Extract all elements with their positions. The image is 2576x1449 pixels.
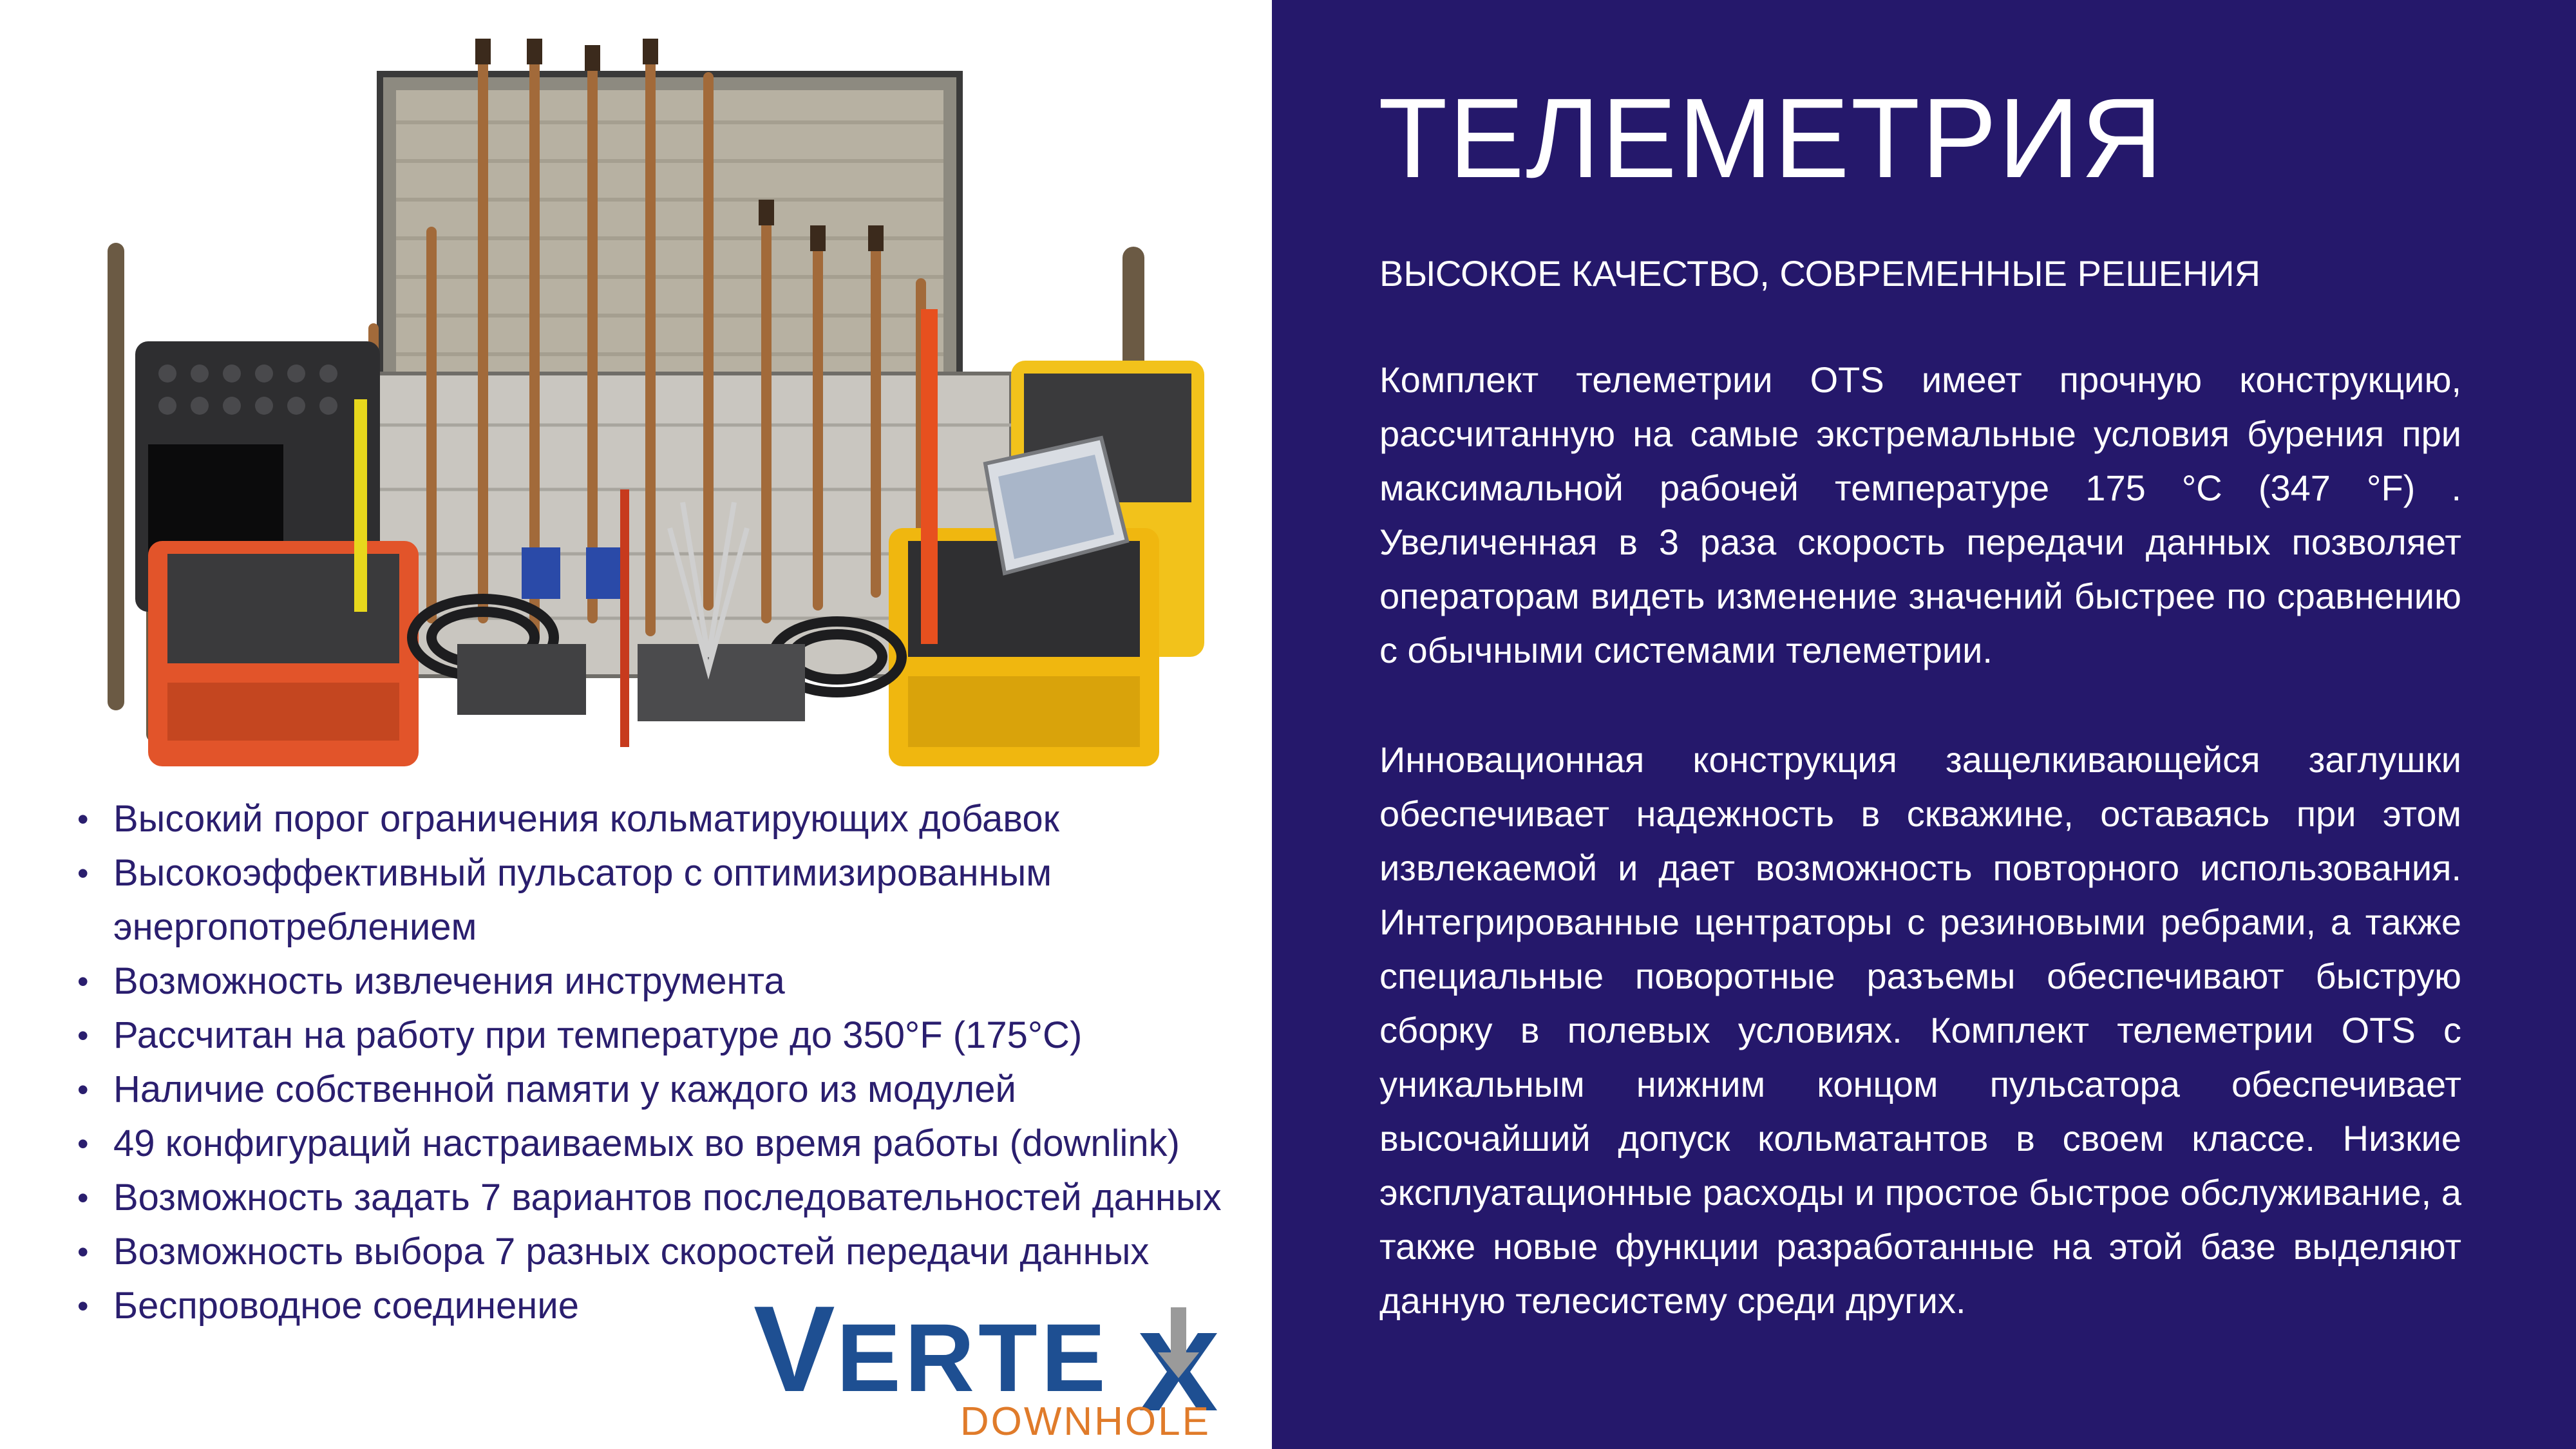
feature-item: • Наличие собственной памяти у каждого из модулей xyxy=(77,1063,1269,1117)
logo-subtitle: DOWNHOLE xyxy=(960,1399,1211,1444)
feature-item: • Рассчитан на работу при температуре до 350°F (175°C) xyxy=(77,1009,1269,1063)
page-subtitle: ВЫСОКОЕ КАЧЕСТВО, СОВРЕМЕННЫЕ РЕШЕНИЯ xyxy=(1379,253,2261,294)
feature-item: • Беспроводное соединение xyxy=(77,1279,1269,1333)
feature-item: • Высокий порог ограничения кольматирующих добавок xyxy=(77,792,1269,846)
feature-item: • 49 конфигураций настраиваемых во время работы (downlink) xyxy=(77,1117,1269,1171)
vertex-downhole-logo xyxy=(753,1281,1224,1444)
description-paragraph: Комплект телеметрии OTS имеет прочную конструкцию, рассчитанную на самые экстремальные условия бурения при максимальной рабочей температуре 175 °С (347 °F) . Увеличенная в 3 раза скорость передачи данных позволяет операторам видеть изменение значений быстрее по сравнению с обычными системами телеметрии. xyxy=(1379,359,2461,670)
feature-item: • Возможность задать 7 вариантов последовательностей данных xyxy=(77,1171,1269,1225)
feature-item: • Высокоэффективный пульсатор с оптимизированным энергопотреблением xyxy=(77,846,1269,954)
feature-item: • Возможность выбора 7 разных скоростей передачи данных xyxy=(77,1225,1269,1279)
telemetry-kit-photo xyxy=(71,39,1243,766)
description-paragraph: Инновационная конструкция защелкивающейся заглушки обеспечивает надежность в скважине, оставаясь при этом извлекаемой и дает возможность повторного использования. Интегрированные центраторы с резиновыми ребрами, а также специальные поворотные разъемы обеспечивают быструю сборку в полевых условиях. Комплект телеметрии OTS с уникальным нижним концом пульсатора обеспечивает высочайший допуск кольматантов в своем классе. Низкие эксплуатационные расходы и простое быстрое обслуживание, а также новые функции разработанные на этой базе выделяют данную телесистему среди других. xyxy=(1379,739,2461,1321)
feature-list xyxy=(77,792,1269,1333)
left-panel xyxy=(0,0,1272,1449)
logo-letter-v: V xyxy=(753,1281,837,1417)
page-title: ТЕЛЕМЕТРИЯ xyxy=(1378,75,2164,202)
feature-item: • Возможность извлечения инструмента xyxy=(77,954,1269,1009)
logo-letters-middle: ERTE xyxy=(836,1303,1110,1412)
logo-wordmark xyxy=(753,1281,1110,1417)
